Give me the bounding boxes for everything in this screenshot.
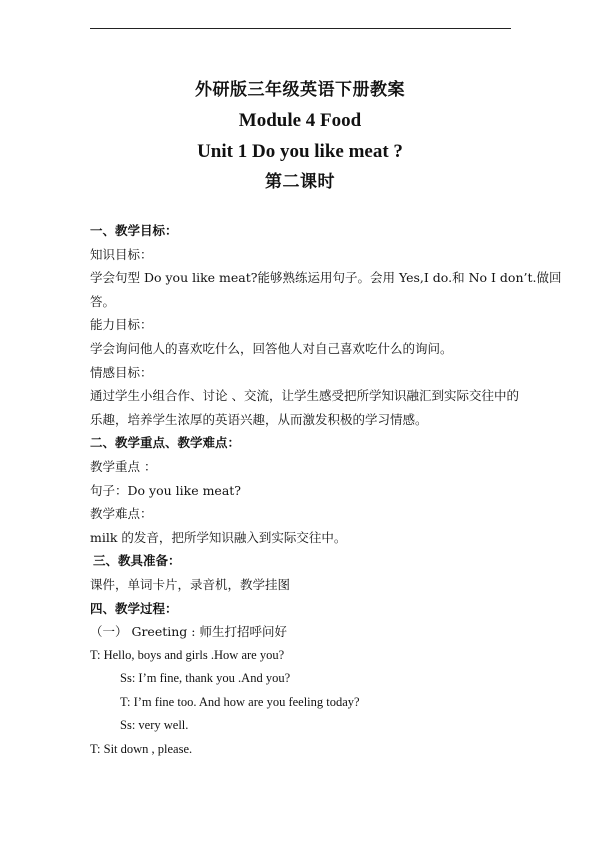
materials-text: 课件，单词卡片，录音机，教学挂图 bbox=[90, 576, 291, 592]
difficulty-text: milk 的发音，把所学知识融入到实际交往中。 bbox=[90, 529, 347, 545]
key-point-text: 句子：Do you like meat? bbox=[90, 482, 242, 498]
dialog-line: T: Hello, boys and girls .How are you? bbox=[90, 647, 285, 662]
unit-title: Unit 1 Do you like meat ? bbox=[197, 141, 403, 162]
dialog-line: T: I’m fine too. And how are you feeling today? bbox=[120, 694, 360, 709]
title-block bbox=[0, 75, 600, 197]
dialog-line: T: Sit down , please. bbox=[90, 742, 193, 757]
knowledge-objective-text: 学会句型 Do you like meat?能够熟练运用句子。会用 Yes,I do.和 No I don’t.做回 bbox=[90, 270, 562, 286]
dialog-line: Ss: very well. bbox=[120, 718, 189, 733]
knowledge-objective-label: 知识目标： bbox=[90, 246, 153, 262]
dialog-line: Ss: I’m fine, thank you .And you? bbox=[120, 671, 291, 686]
section-heading-key-points: 二、教学重点、教学难点： bbox=[90, 435, 241, 451]
emotion-objective-text-cont: 乐趣，培养学生浓厚的英语兴趣，从而激发积极的学习情感。 bbox=[90, 411, 428, 427]
ability-objective-text: 学会询问他人的喜欢吃什么，回答他人对自己喜欢吃什么的询问。 bbox=[90, 340, 453, 356]
section-heading-objectives: 一、教学目标： bbox=[90, 223, 178, 238]
knowledge-objective-text-cont: 答。 bbox=[90, 293, 116, 309]
key-point-label: 教学重点 ： bbox=[90, 458, 157, 474]
module-title: Module 4 Food bbox=[238, 110, 362, 131]
emotion-objective-label: 情感目标： bbox=[90, 364, 153, 380]
lesson-plan-body bbox=[90, 219, 562, 762]
document-title: 外研版三年级英语下册教案 bbox=[195, 80, 405, 100]
lesson-title: 第二课时 bbox=[265, 172, 335, 192]
section-heading-procedure: 四、教学过程： bbox=[90, 600, 178, 616]
header-rule bbox=[90, 28, 511, 29]
section-heading-materials: 三、教具准备： bbox=[93, 553, 181, 569]
difficulty-label: 教学难点： bbox=[90, 506, 153, 522]
procedure-step-greeting: （一） Greeting : 师生打招呼问好 bbox=[90, 624, 287, 640]
emotion-objective-text: 通过学生小组合作、讨论 、交流，让学生感受把所学知识融汇到实际交往中的 bbox=[90, 388, 519, 404]
ability-objective-label: 能力目标： bbox=[90, 317, 153, 333]
